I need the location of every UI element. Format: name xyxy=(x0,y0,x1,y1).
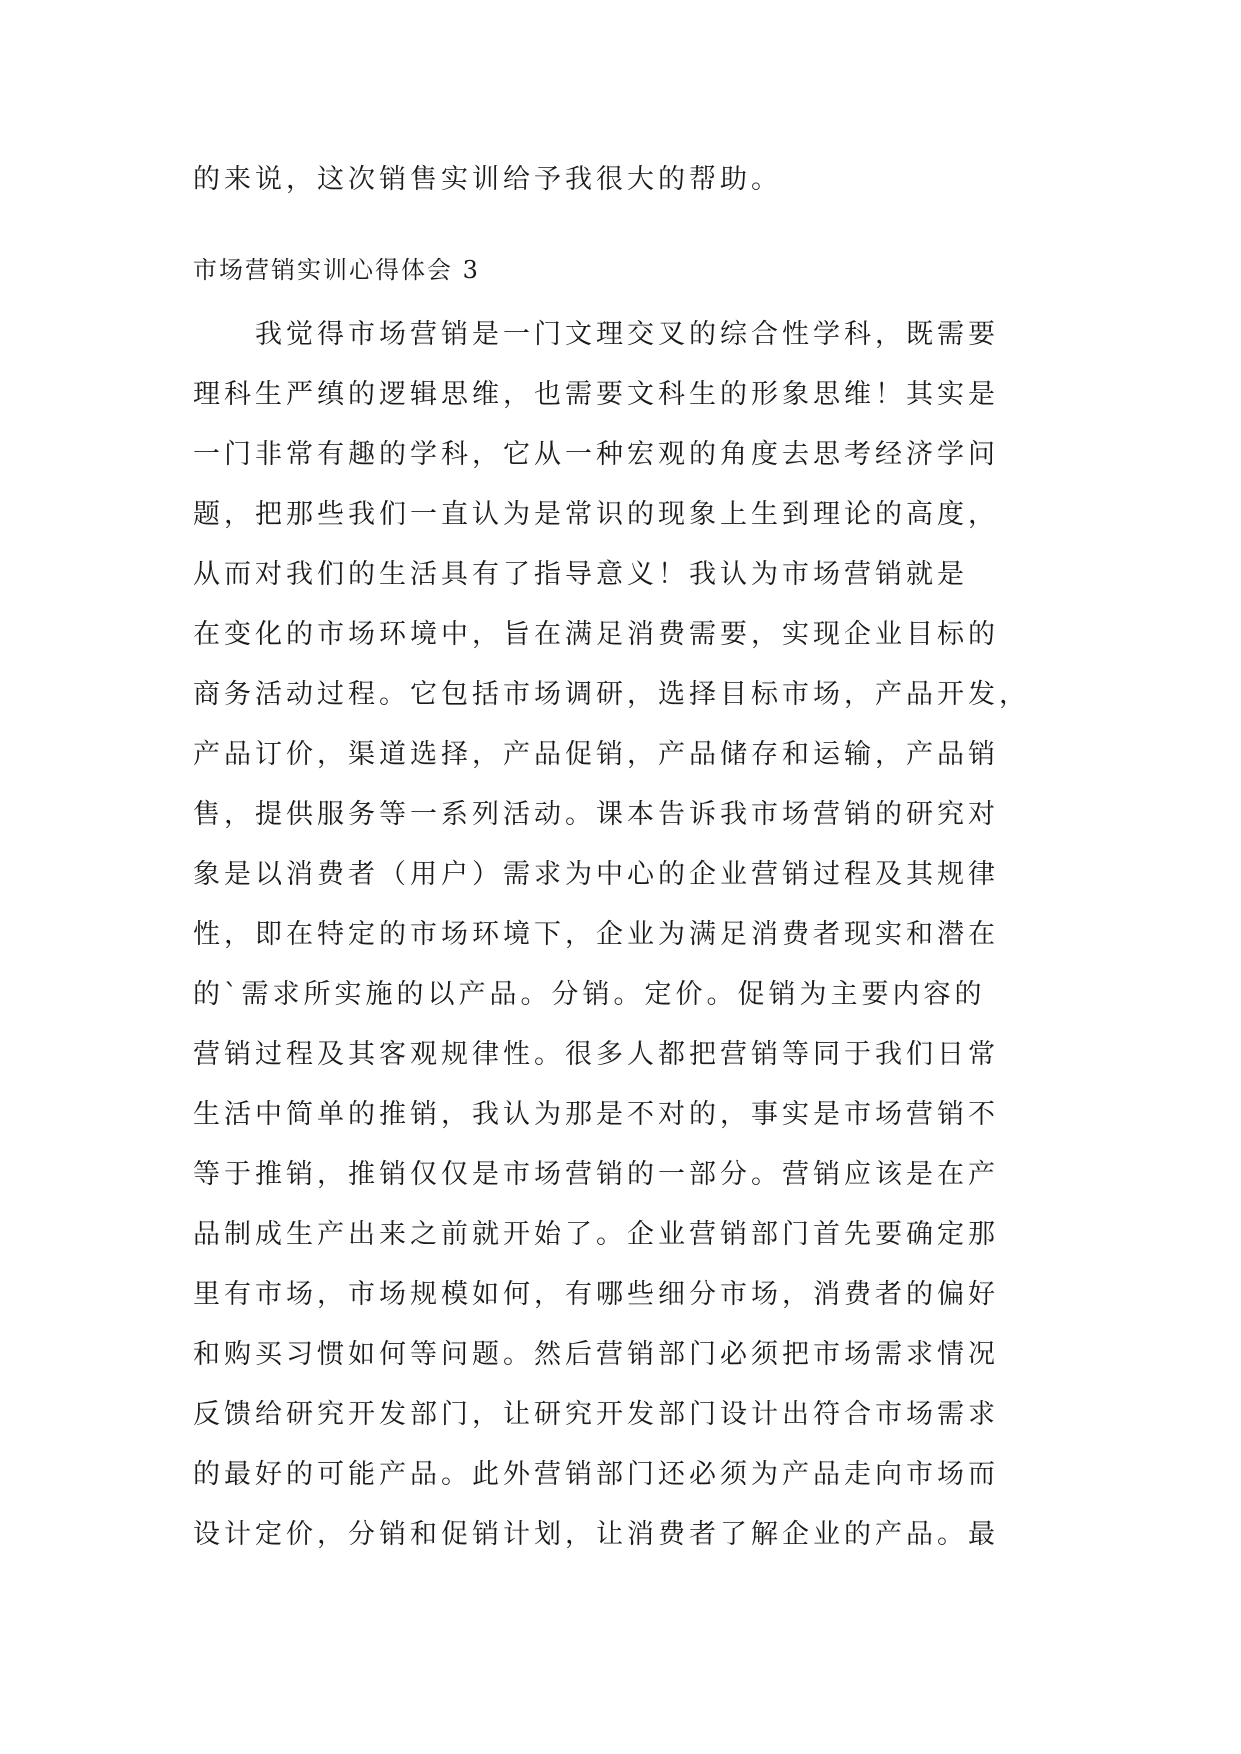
paragraph-line: 的最好的可能产品。此外营销部门还必须为产品走向市场而 xyxy=(193,1459,999,1490)
paragraph-line: 营销过程及其客观规律性。很多人都把营销等同于我们日常 xyxy=(193,1039,999,1070)
paragraph-line: 理科生严缜的逻辑思维，也需要文科生的形象思维！其实是 xyxy=(193,379,999,410)
paragraph-line: 和购买习惯如何等问题。然后营销部门必须把市场需求情况 xyxy=(193,1339,999,1370)
paragraph-line: 里有市场，市场规模如何，有哪些细分市场，消费者的偏好 xyxy=(193,1279,999,1310)
paragraph-line: 性，即在特定的市场环境下，企业为满足消费者现实和潜在 xyxy=(193,919,999,950)
paragraph-line: 生活中简单的推销，我认为那是不对的，事实是市场营销不 xyxy=(193,1099,999,1130)
paragraph-line: 的`需求所实施的以产品。分销。定价。促销为主要内容的 xyxy=(193,979,986,1010)
paragraph-line: 反馈给研究开发部门，让研究开发部门设计出符合市场需求 xyxy=(193,1399,999,1430)
paragraph-line: 题，把那些我们一直认为是常识的现象上生到理论的高度， xyxy=(193,499,999,530)
paragraph-line: 产品订价，渠道选择，产品促销，产品储存和运输，产品销 xyxy=(193,739,999,770)
body-paragraph xyxy=(193,305,1053,1565)
paragraph-line: 设计定价，分销和促销计划，让消费者了解企业的产品。最 xyxy=(193,1519,999,1550)
paragraph-line: 我觉得市场营销是一门文理交叉的综合性学科，既需要 xyxy=(255,319,999,350)
paragraph-line: 商务活动过程。它包括市场调研，选择目标市场，产品开发， xyxy=(193,679,1030,710)
paragraph-line: 品制成生产出来之前就开始了。企业营销部门首先要确定那 xyxy=(193,1219,999,1250)
section-title: 市场营销实训心得体会 3 xyxy=(193,256,480,284)
paragraph-line: 在变化的市场环境中，旨在满足消费需要，实现企业目标的 xyxy=(193,619,999,650)
paragraph-line: 售，提供服务等一系列活动。课本告诉我市场营销的研究对 xyxy=(193,799,999,830)
paragraph-line: 一门非常有趣的学科，它从一种宏观的角度去思考经济学问 xyxy=(193,439,999,470)
paragraph-line: 等于推销，推销仅仅是市场营销的一部分。营销应该是在产 xyxy=(193,1159,999,1190)
paragraph-line: 从而对我们的生活具有了指导意义！我认为市场营销就是 xyxy=(193,559,968,590)
continuation-text: 的来说，这次销售实训给予我很大的帮助。 xyxy=(193,164,782,195)
paragraph-line: 象是以消费者（用户）需求为中心的企业营销过程及其规律 xyxy=(193,859,999,890)
